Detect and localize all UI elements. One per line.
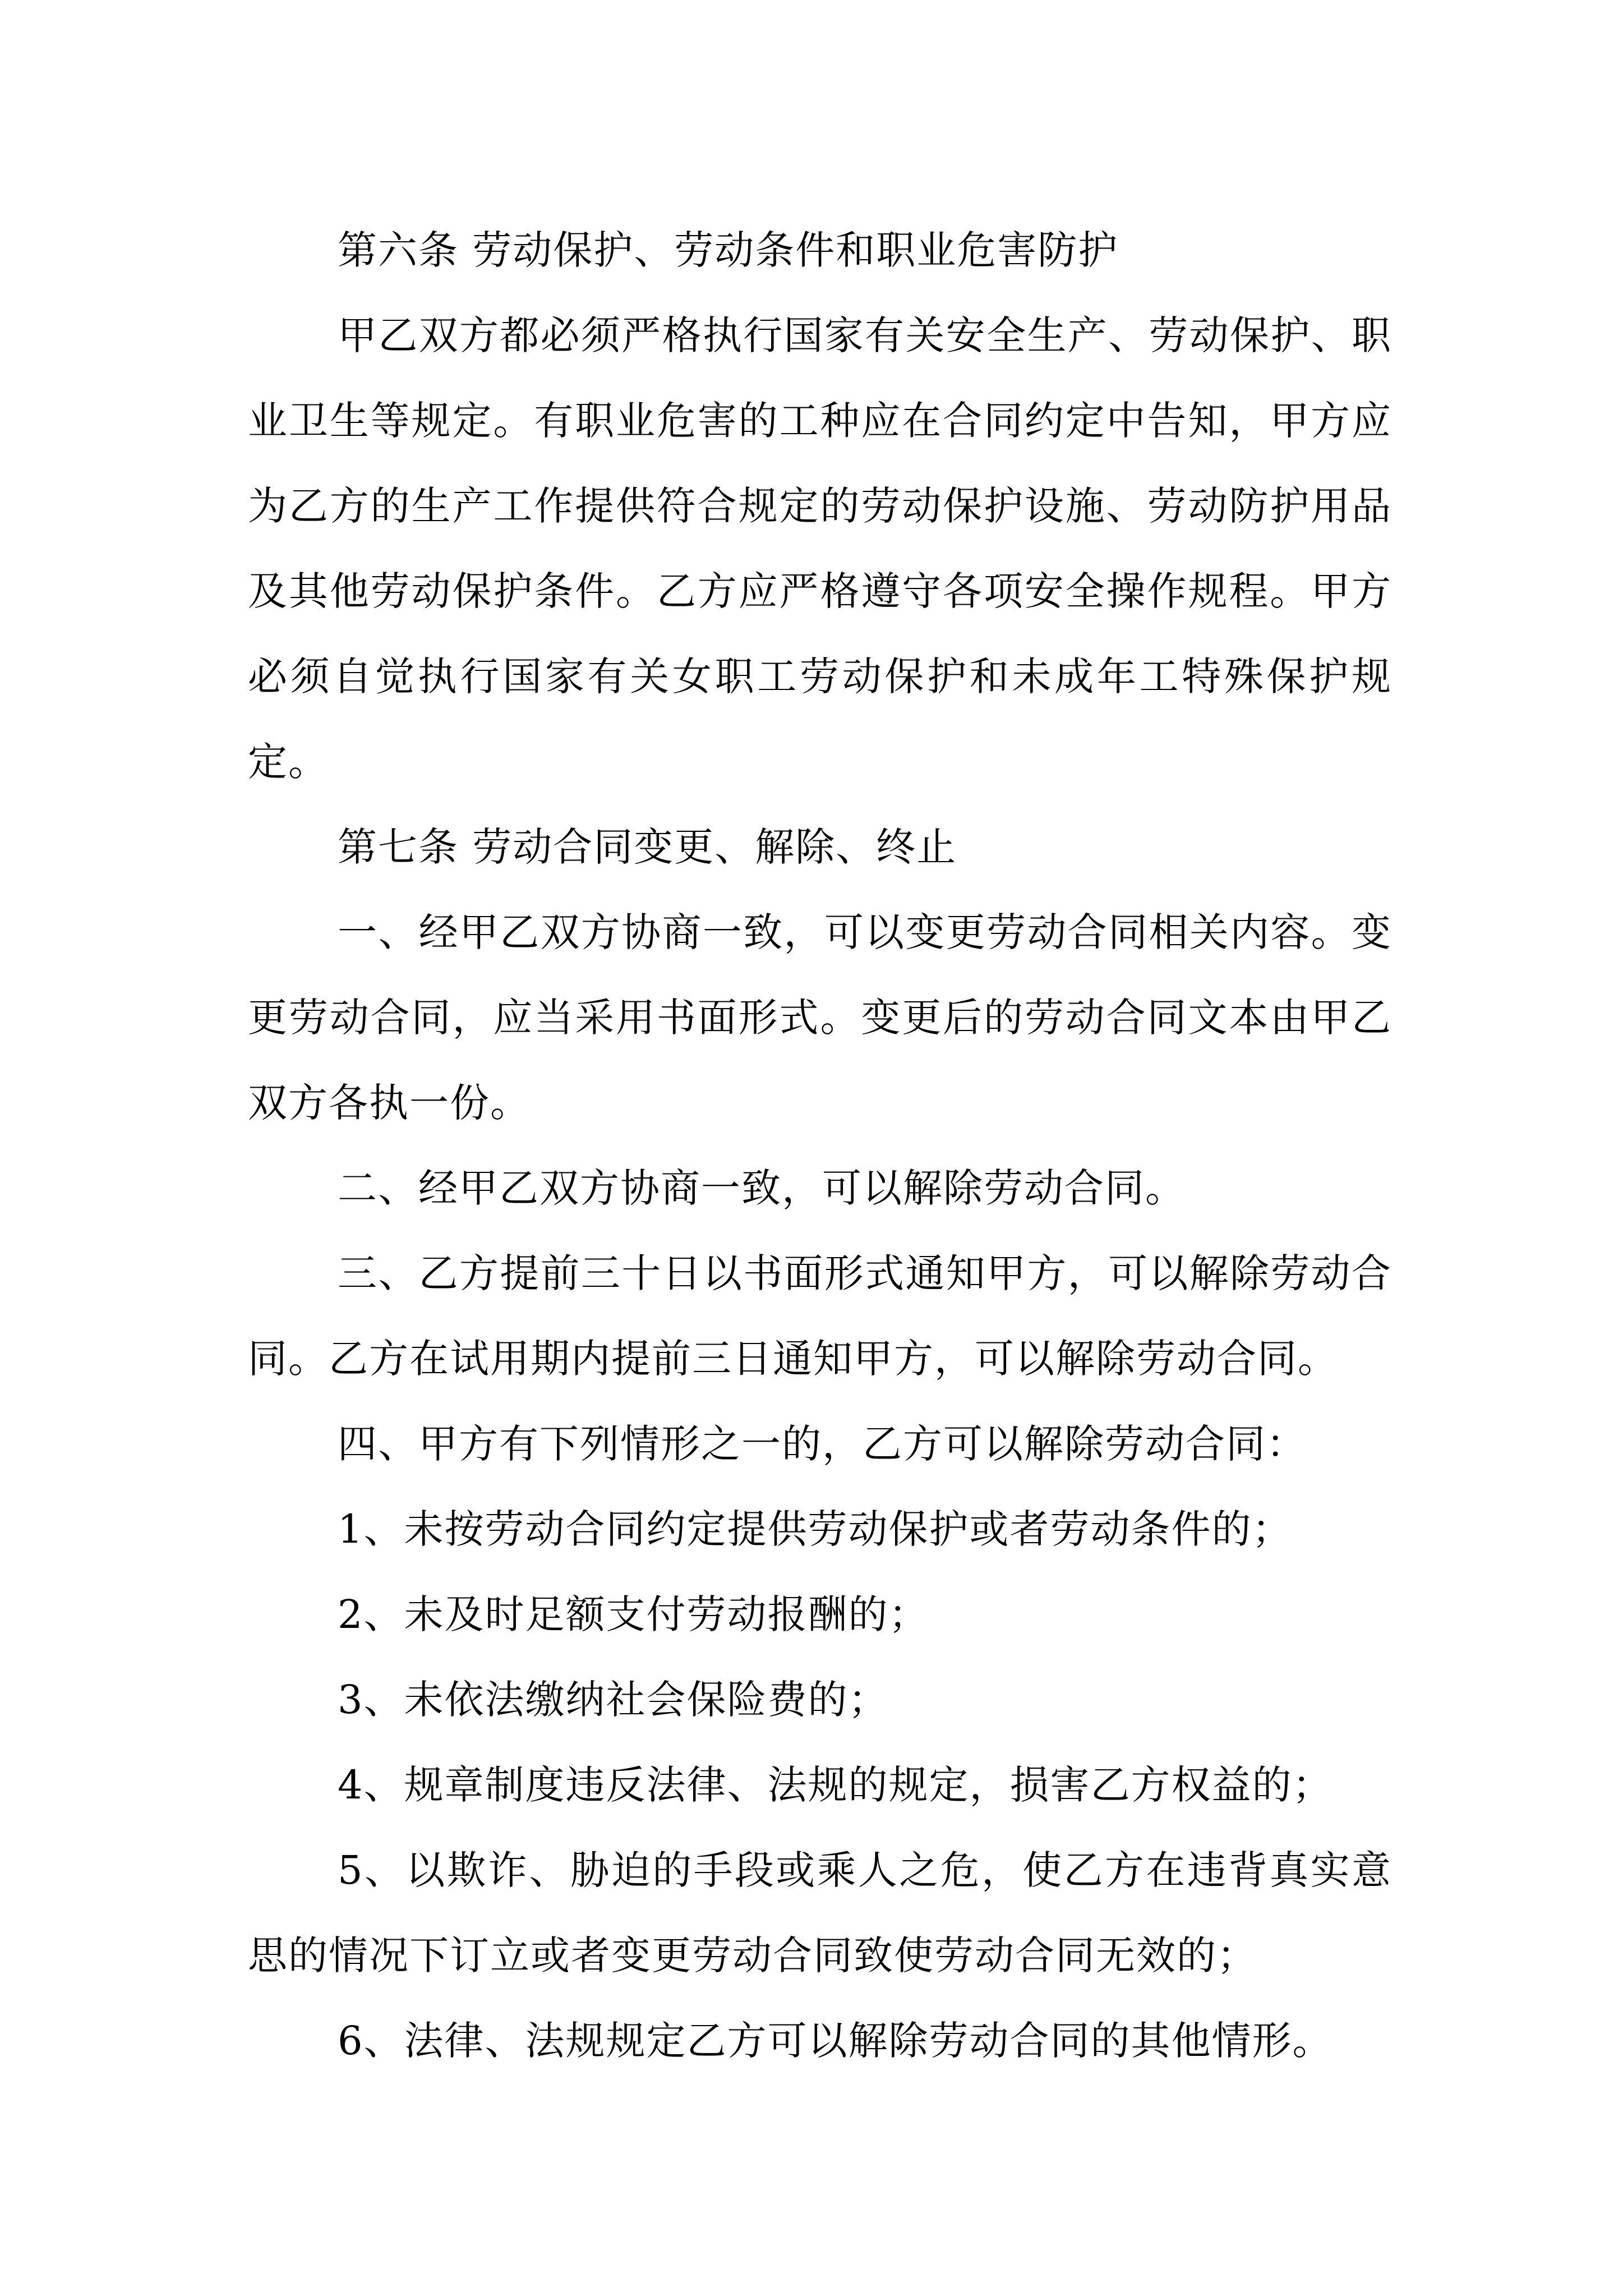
article-7-clause-1: 一、经甲乙双方协商一致，可以变更劳动合同相关内容。变更劳动合同，应当采用书面形式。变更后的劳动合同文本由甲乙双方各执一份。 [248, 909, 1392, 1126]
clause-4-item-1: 1、未按劳动合同约定提供劳动保护或者劳动条件的； [338, 1506, 1293, 1552]
article-7-clause-3: 三、乙方提前三十日以书面形式通知甲方，可以解除劳动合同。乙方在试用期内提前三日通知甲方，可以解除劳动合同。 [248, 1250, 1392, 1382]
clause-4-item-3: 3、未依法缴纳社会保险费的； [338, 1677, 889, 1723]
clause-4-item-2: 2、未及时足额支付劳动报酬的； [338, 1591, 929, 1637]
clause-4-item-5: 5、以欺诈、胁迫的手段或乘人之危，使乙方在违背真实意思的情况下订立或者变更劳动合同致使劳动合同无效的； [248, 1847, 1392, 1978]
article-7-clause-2: 二、经甲乙双方协商一致，可以解除劳动合同。 [338, 1165, 1186, 1211]
clause-4-item-6: 6、法律、法规规定乙方可以解除劳动合同的其他情形。 [338, 2018, 1333, 2064]
article-7-heading: 第七条 劳动合同变更、解除、终止 [338, 824, 957, 870]
clause-4-item-4: 4、规章制度违反法律、法规的规定，损害乙方权益的； [338, 1762, 1333, 1808]
article-6-body: 甲乙双方都必须严格执行国家有关安全生产、劳动保护、职业卫生等规定。有职业危害的工种应在合同约定中告知，甲方应为乙方的生产工作提供符合规定的劳动保护设施、劳动防护用品及其他劳动保护条件。乙方应严格遵守各项安全操作规程。甲方必须自觉执行国家有关女职工劳动保护和未成年工特殊保护规定。 [248, 312, 1392, 785]
article-6-heading: 第六条 劳动保护、劳动条件和职业危害防护 [338, 227, 1119, 273]
article-7-clause-4: 四、甲方有下列情形之一的，乙方可以解除劳动合同： [338, 1421, 1307, 1467]
document-body [248, 208, 1392, 2083]
